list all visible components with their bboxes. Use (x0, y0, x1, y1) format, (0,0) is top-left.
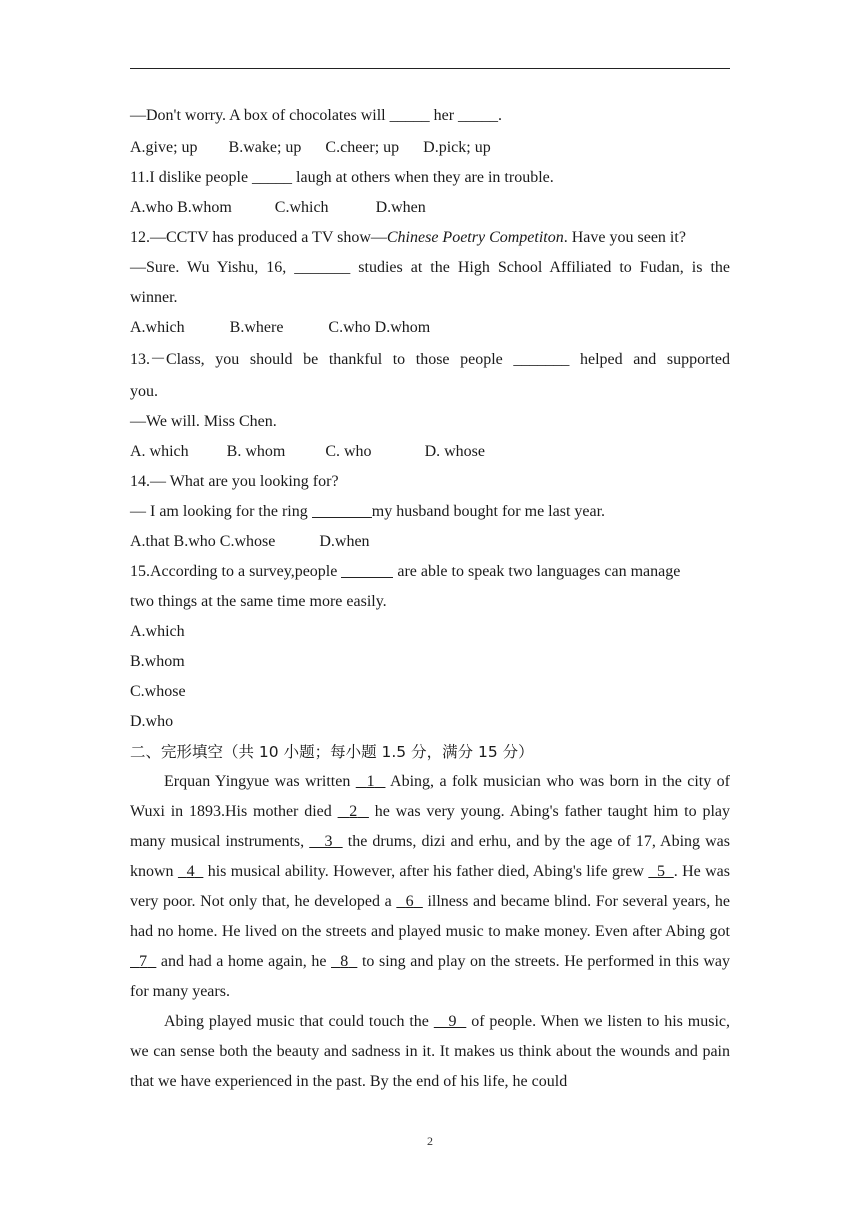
cloze-text: of people. When we listen to his music, we can sense both the beauty and sadness in it. It makes us think about the wounds and pain that we have experienced in the past. By the end of his life, he could (130, 1013, 731, 1090)
q10-option-d: D.pick; up (423, 139, 491, 156)
q14-line2-end: my husband bought for me last year. (371, 503, 606, 520)
q10-option-a: A.give; up (130, 139, 198, 156)
q14-answer-blank (312, 499, 372, 518)
cloze-blank-number: 2 (349, 803, 358, 820)
q11-option-c: C.which (274, 199, 329, 216)
q10-options (130, 133, 730, 163)
cloze-blank-number: 5 (657, 863, 666, 880)
cloze-blank-3 (309, 833, 342, 850)
q15-option-d: D.who (130, 713, 174, 730)
cloze-blank-number: 6 (405, 893, 414, 910)
q11-line: 11.I dislike people _____ laugh at others when they are in trouble. (130, 169, 554, 186)
cloze-blank-number: 3 (324, 833, 333, 850)
q12-option-b: B.where (229, 319, 284, 336)
q13-options (130, 437, 730, 467)
q15-answer-blank (341, 559, 393, 578)
cloze-blank-7 (130, 953, 156, 970)
q12-line1-text: 12.—CCTV has produced a TV show— (130, 229, 387, 246)
cloze-blank-8 (331, 953, 357, 970)
cloze-text: Erquan Yingyue was written (164, 773, 356, 790)
cloze-blank-4 (178, 863, 203, 880)
q13-line3: —We will. Miss Chen. (130, 413, 277, 430)
cloze-text: . He was very poor. Not only that, he developed a (130, 863, 731, 910)
q12-line3: winner. (130, 289, 178, 306)
q13-option-c: C. who (325, 443, 372, 460)
q12-options (130, 313, 730, 343)
q15-option-a: A.which (130, 623, 185, 640)
section-heading: 二、完形填空（共 10 小题；每小题 1.5 分，满分 15 分） (130, 743, 534, 761)
cloze-blank-2 (338, 803, 369, 820)
q14-line2-text: — I am looking for the ring (130, 503, 312, 520)
q13-option-d: D. whose (424, 443, 485, 460)
q15-line2: two things at the same time more easily. (130, 593, 387, 610)
q14-line2 (130, 497, 730, 527)
cloze-blank-number: 7 (139, 953, 148, 970)
document-body (130, 101, 730, 1097)
cloze-blank-number: 1 (366, 773, 375, 790)
q11-option-ab: A.who B.whom (130, 199, 232, 216)
cloze-text: Abing played music that could touch the (164, 1013, 434, 1030)
q12-line1 (130, 223, 730, 253)
q12-line2: —Sure. Wu Yishu, 16, _______ studies at the High School Affiliated to Fudan, is the (130, 259, 730, 276)
q11-options (130, 193, 730, 223)
cloze-blank-1 (356, 773, 386, 790)
q15-option-c: C.whose (130, 683, 186, 700)
q15-line1 (130, 557, 730, 587)
cloze-blank-number: 4 (186, 863, 195, 880)
q15-option-b: B.whom (130, 653, 185, 670)
q14-option-d: D.when (319, 533, 370, 550)
q10-line: —Don't worry. A box of chocolates will _____ her _____. (130, 107, 503, 124)
q15-line1-end: are able to speak two languages can manage (393, 563, 681, 580)
cloze-blank-number: 8 (340, 953, 349, 970)
cloze-paragraph-1 (130, 767, 730, 1007)
q14-line1: 14.— What are you looking for? (130, 473, 339, 490)
page-number: 2 (427, 1134, 433, 1148)
q13-option-a: A. which (130, 443, 189, 460)
cloze-blank-9 (434, 1013, 467, 1030)
q11-option-d: D.when (375, 199, 426, 216)
cloze-text: he was very young. Abing's father taught him to play many musical instruments, (130, 803, 730, 850)
q10-option-b: B.wake; up (228, 139, 302, 156)
q14-options (130, 527, 730, 557)
q12-line1-end: . Have you seen it? (563, 229, 686, 246)
cloze-text: illness and became blind. For several years, he had no home. He lived on the streets and played music to make money. Even after Abing got (130, 893, 731, 940)
cloze-text: Abing, a folk musician who was born in the city of Wuxi in 1893.His mother died (130, 773, 731, 820)
q12-show-title: Chinese Poetry Competiton (386, 229, 564, 246)
cloze-blank-5 (648, 863, 673, 880)
q14-option-abc: A.that B.who C.whose (130, 533, 276, 550)
cloze-blank-number: 9 (448, 1013, 457, 1030)
cloze-text: the drums, dizi and erhu, and by the age of 17, Abing was known (130, 833, 731, 880)
q10-option-c: C.cheer; up (325, 139, 400, 156)
cloze-text: to sing and play on the streets. He performed in this way for many years. (130, 953, 731, 1000)
q13-line1: 13.－Class, you should be thankful to those people _______ helped and supported (130, 351, 730, 368)
header-rule (130, 68, 730, 69)
cloze-blank-6 (396, 893, 423, 910)
q12-option-a: A.which (130, 319, 185, 336)
cloze-paragraph-2 (130, 1007, 730, 1097)
q15-line1-text: 15.According to a survey,people (130, 563, 342, 580)
q13-option-b: B. whom (226, 443, 286, 460)
q12-option-cd: C.who D.whom (328, 319, 431, 336)
q13-line2: you. (130, 383, 158, 400)
cloze-text: his musical ability. However, after his father died, Abing's life grew (203, 863, 649, 880)
cloze-text: and had a home again, he (156, 953, 332, 970)
